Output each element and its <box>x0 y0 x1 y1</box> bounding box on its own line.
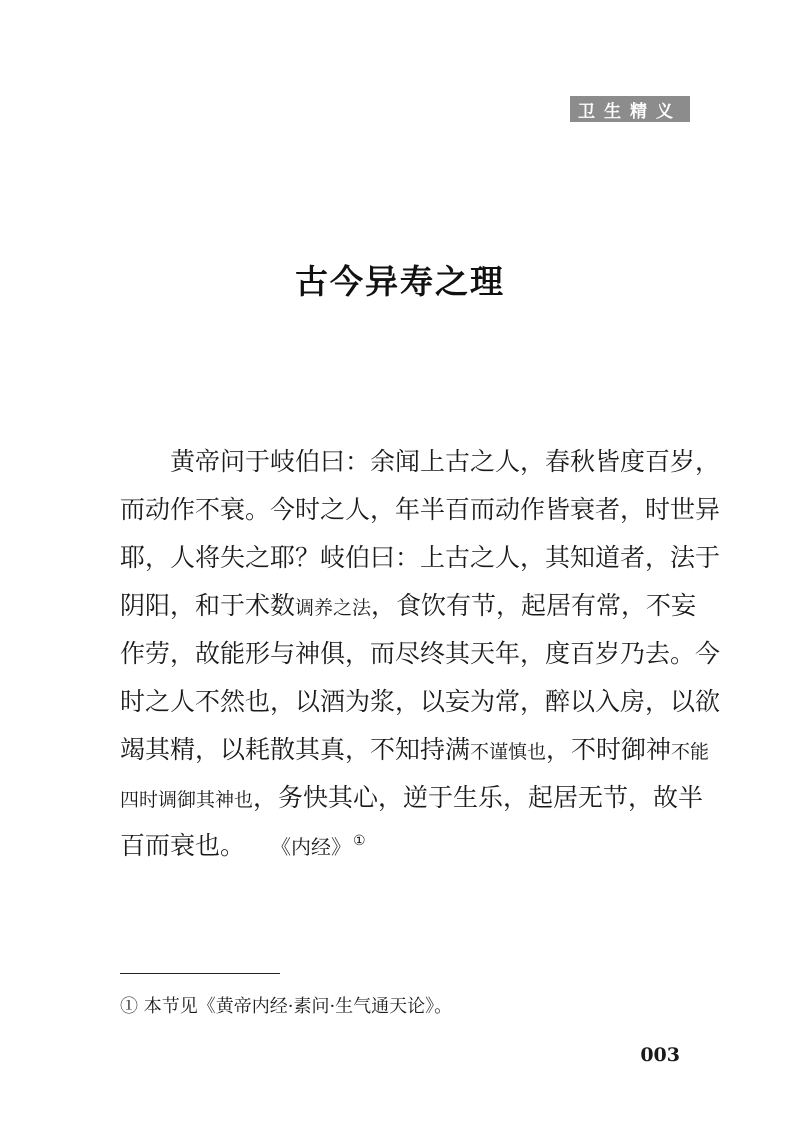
text-line: 而动作不衰。今时之人，年半百而动作皆衰者，时世异 <box>120 495 721 524</box>
page-number: 003 <box>640 1044 680 1066</box>
chapter-title: 古今异寿之理 <box>295 262 505 301</box>
text-segment: 竭其精，以耗散其真，不知持满 <box>120 735 471 764</box>
text-line: 作劳，故能形与神俱，而尽终其天年，度百岁乃去。今 <box>120 639 721 668</box>
text-segment: ，不时御神 <box>546 735 672 764</box>
text-line <box>120 726 710 774</box>
text-line <box>120 582 697 630</box>
inline-annotation: 不能 <box>671 741 710 763</box>
inline-annotation: 不谨慎也 <box>470 741 547 763</box>
section-header-label: 卫生精义 <box>578 101 682 122</box>
section-header-tag <box>570 96 690 122</box>
text-segment: 阴阳，和于术数 <box>120 591 296 620</box>
text-line: 时之人不然也，以酒为浆，以妄为常，醉以入房，以欲 <box>120 687 721 716</box>
body-text <box>120 438 721 870</box>
text-line <box>120 774 704 822</box>
footnote-marker[interactable]: ① <box>353 832 366 849</box>
text-segment: 百而衰也。 <box>120 831 246 860</box>
text-line <box>120 822 682 870</box>
inline-annotation: 调养之法 <box>295 597 372 619</box>
source-citation: 《内经》 <box>281 835 352 859</box>
footnote: ① 本节见《黄帝内经·素问·生气通天论》。 <box>120 996 453 1017</box>
footnote-divider <box>120 973 280 974</box>
inline-annotation: 四时调御其神也 <box>120 789 254 811</box>
text-segment: ，食饮有节，起居有常，不妄 <box>371 591 697 620</box>
text-line: 黄帝问于岐伯曰：余闻上古之人，春秋皆度百岁， <box>170 447 721 476</box>
text-line: 耶，人将失之耶？岐伯曰：上古之人，其知道者，法于 <box>120 543 721 572</box>
text-segment: ，务快其心，逆于生乐，起居无节，故半 <box>253 783 704 812</box>
